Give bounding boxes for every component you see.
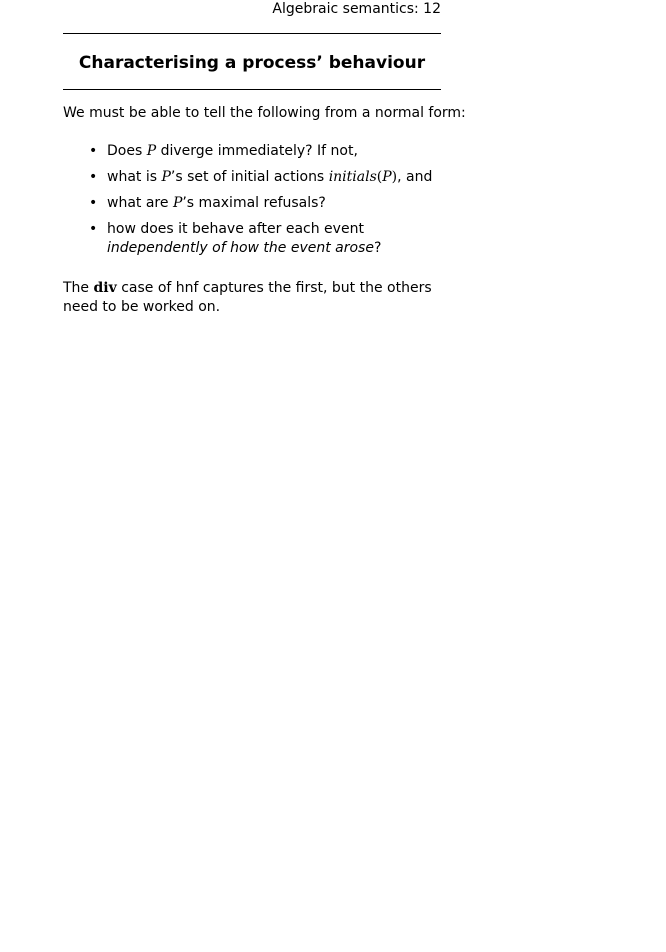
paren-open: ( — [376, 169, 383, 185]
title-bottom-rule — [63, 89, 441, 90]
bullet-text-post: , and — [397, 169, 433, 185]
process-variable: P — [146, 143, 157, 159]
bullet-item — [63, 194, 441, 213]
bullet-item — [63, 220, 441, 258]
intro-text: We must be able to tell the following from a normal form: — [63, 105, 466, 121]
bullet-item — [63, 142, 441, 161]
process-variable: P — [161, 169, 171, 185]
title-top-rule — [63, 33, 441, 34]
bullet-list — [63, 142, 441, 265]
paren-close: ) — [391, 169, 398, 185]
closing-text-post: case of hnf captures the first, but the others need to be worked on. — [63, 280, 432, 315]
slide-title: Characterising a process’ behaviour — [78, 53, 426, 73]
bullet-item — [63, 168, 441, 187]
bullet-dot: • — [89, 169, 98, 185]
process-variable: P — [172, 195, 183, 211]
bullet-dot: • — [89, 195, 98, 211]
initials-function: initials — [328, 169, 377, 185]
bullet-text-pre: what are — [107, 195, 173, 211]
bullet-dot: • — [89, 143, 98, 159]
closing-paragraph — [63, 279, 441, 317]
process-variable: P — [382, 169, 392, 185]
bullet-text-post: ? — [373, 240, 382, 256]
bullet-text-post: ’s maximal refusals? — [182, 195, 326, 211]
slide-header: Algebraic semantics: 12 — [272, 1, 441, 17]
bullet-text-mid: ’s set of initial actions — [170, 169, 329, 185]
bullet-text-pre: Does — [107, 143, 147, 159]
div-keyword: div — [93, 280, 117, 296]
bullet-text-pre: what is — [107, 169, 162, 185]
emphasized-text: independently of how the event arose — [107, 240, 374, 256]
bullet-dot: • — [89, 221, 98, 237]
bullet-text-pre: how does it behave after each event — [107, 221, 364, 237]
closing-text-pre: The — [63, 280, 94, 296]
bullet-text-post: diverge immediately? If not, — [156, 143, 358, 159]
